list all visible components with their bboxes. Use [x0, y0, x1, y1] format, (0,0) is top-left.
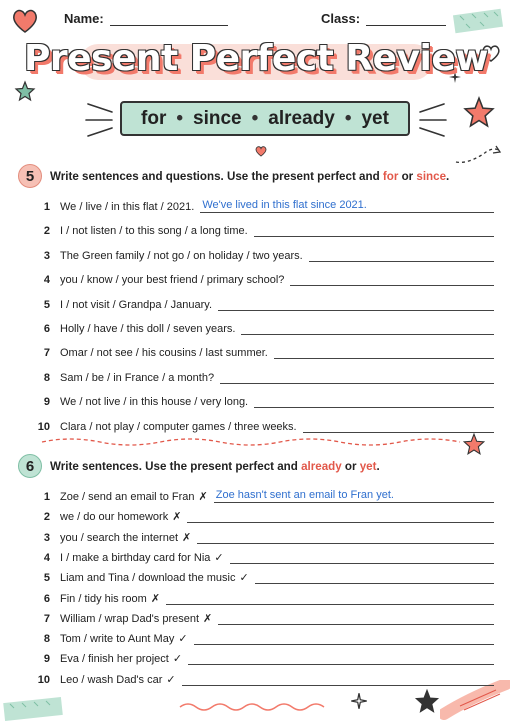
subtitle-banner — [120, 101, 410, 136]
keyword-highlight: already — [301, 459, 342, 473]
item-prompt: Clara / not play / computer games / three weeks. — [60, 420, 297, 433]
answer-line[interactable]: We've lived in this flat since 2021. — [200, 199, 494, 213]
dashed-arrow-icon — [452, 142, 502, 168]
keyword-highlight: since — [416, 169, 447, 183]
cross-icon: ✗ — [182, 531, 192, 544]
item-prompt: Tom / write to Aunt May — [60, 633, 175, 646]
name-field — [64, 11, 228, 26]
item-number: 9 — [43, 396, 50, 409]
item-number: 10 — [37, 673, 50, 686]
check-icon: ✓ — [239, 572, 249, 585]
exercise-row — [34, 503, 494, 523]
burst-lines-icon — [414, 96, 448, 142]
item-prompt: you / search the internet — [60, 531, 179, 544]
item-number: 3 — [43, 531, 50, 544]
answer-line[interactable] — [188, 651, 494, 665]
exercise-row — [34, 585, 494, 605]
washi-tape-icon — [452, 8, 504, 34]
item-prompt: Eva / finish her project — [60, 653, 169, 666]
item-number: 3 — [43, 249, 50, 262]
item-number: 1 — [43, 201, 50, 213]
exercise-row — [34, 605, 494, 625]
item-prompt: Omar / not see / his cousins / last summer. — [60, 347, 268, 360]
exercise-row — [34, 266, 494, 286]
exercise-row — [34, 413, 494, 433]
item-number: 2 — [43, 511, 50, 524]
name-line[interactable] — [110, 12, 228, 26]
instruction-text: or — [398, 169, 417, 183]
item-prompt: Holly / have / this doll / seven years. — [60, 323, 236, 335]
answer-line[interactable] — [241, 321, 494, 335]
burst-lines-icon — [84, 96, 118, 142]
answer-line[interactable] — [182, 672, 494, 686]
check-icon: ✓ — [172, 653, 183, 666]
item-prompt: you / know / your best friend / primary school? — [60, 274, 285, 287]
item-number: 10 — [37, 420, 50, 433]
check-icon: ✓ — [166, 673, 176, 686]
washi-tape-icon — [2, 694, 64, 722]
exercise-row — [34, 315, 494, 335]
section-6-heading — [18, 454, 380, 478]
answer-line[interactable] — [255, 570, 494, 584]
answer-line[interactable] — [254, 223, 494, 237]
check-icon: ✓ — [178, 633, 188, 646]
check-icon: ✓ — [214, 551, 224, 564]
item-prompt: William / wrap Dad's present — [60, 612, 200, 625]
answer-line[interactable] — [197, 530, 494, 544]
keyword-since: since — [193, 107, 242, 129]
item-prompt: Leo / wash Dad's car — [60, 673, 163, 686]
item-number: 2 — [43, 225, 50, 238]
page-title: Present Perfect Review — [23, 38, 489, 79]
sparkle-icon — [350, 692, 368, 710]
section-6-number-badge: 6 — [18, 454, 42, 478]
instruction-text: Write sentences. Use the present perfect and — [50, 459, 302, 473]
item-prompt: I / not visit / Grandpa / January. — [60, 298, 213, 311]
brush-stroke-icon — [440, 680, 510, 720]
item-prompt: I / not listen / to this song / a long time. — [60, 225, 248, 238]
keyword-highlight: yet — [359, 459, 377, 473]
item-number: 8 — [43, 371, 50, 384]
star-icon — [462, 95, 496, 129]
item-number: 6 — [43, 323, 50, 335]
exercise-row — [34, 364, 494, 384]
item-prompt: Sam / be / in France / a month? — [60, 371, 215, 384]
answer-line[interactable] — [254, 394, 494, 408]
answer-line[interactable] — [218, 611, 494, 625]
keyword-yet: yet — [361, 107, 389, 129]
cross-icon: ✗ — [203, 612, 213, 625]
exercise-row — [34, 242, 494, 262]
section-5-instruction — [50, 170, 449, 183]
item-number: 8 — [43, 633, 50, 646]
item-number: 4 — [43, 551, 50, 564]
item-prompt: we / do our homework — [60, 511, 169, 524]
item-number: 5 — [43, 572, 50, 585]
cross-icon: ✗ — [198, 491, 208, 503]
item-number: 1 — [43, 491, 50, 503]
instruction-text: . — [376, 459, 380, 473]
item-number: 6 — [43, 592, 50, 605]
heart-icon — [10, 6, 40, 36]
answer-line[interactable] — [274, 345, 494, 359]
exercise-row — [34, 564, 494, 584]
section-5-heading — [18, 164, 449, 188]
answer-line[interactable] — [218, 297, 494, 311]
item-prompt: We / not live / in this house / very long. — [60, 396, 249, 409]
name-label: Name: — [64, 11, 104, 26]
answer-line[interactable] — [303, 419, 494, 433]
item-prompt: Fin / tidy his room — [60, 592, 147, 605]
exercise-row — [34, 483, 494, 503]
answer-line[interactable] — [230, 550, 494, 564]
answer-line[interactable] — [220, 370, 494, 384]
star-icon — [462, 432, 486, 456]
cross-icon: ✗ — [150, 592, 161, 605]
answer-line[interactable] — [194, 631, 494, 645]
answer-line[interactable] — [166, 591, 494, 605]
exercise-row — [34, 645, 494, 665]
instruction-text: Write sentences and questions. Use the present perfect and — [50, 169, 383, 183]
wavy-line-icon — [178, 700, 338, 714]
heart-icon — [254, 144, 268, 158]
class-field — [321, 11, 446, 26]
separator-dot: • — [344, 107, 352, 129]
item-number: 7 — [43, 347, 50, 360]
exercise-row — [34, 217, 494, 237]
exercise-row — [34, 544, 494, 564]
exercise-row — [34, 666, 494, 686]
item-prompt: Liam and Tina / download the music — [60, 572, 236, 585]
answer-line[interactable] — [187, 509, 494, 523]
instruction-text: or — [341, 459, 360, 473]
instruction-text: . — [446, 169, 450, 183]
class-label: Class: — [321, 11, 361, 26]
answer-line[interactable] — [290, 272, 494, 286]
item-prompt: I / make a birthday card for Nia — [60, 551, 211, 564]
item-number: 9 — [43, 653, 50, 666]
cross-icon: ✗ — [172, 511, 182, 524]
item-number: 7 — [43, 612, 50, 625]
separator-dot: • — [176, 107, 184, 129]
exercise-row — [34, 339, 494, 359]
exercise-row — [34, 524, 494, 544]
keyword-already: already — [268, 107, 335, 129]
item-number: 5 — [43, 298, 50, 311]
section-5-number-badge: 5 — [18, 164, 42, 188]
class-line[interactable] — [366, 12, 446, 26]
exercise-row — [34, 193, 494, 213]
star-icon — [414, 688, 440, 714]
exercise-row — [34, 625, 494, 645]
answer-line[interactable] — [309, 248, 494, 262]
item-prompt: The Green family / not go / on holiday / two years. — [60, 249, 303, 262]
exercise-row — [34, 291, 494, 311]
dashed-divider — [40, 434, 470, 450]
item-prompt: We / live / in this flat / 2021. — [60, 201, 195, 213]
separator-dot: • — [251, 107, 259, 129]
star-icon — [14, 80, 36, 102]
item-prompt: Zoe / send an email to Fran — [60, 491, 195, 503]
keyword-for: for — [141, 107, 167, 129]
exercise-row — [34, 388, 494, 408]
section-6-instruction — [50, 460, 380, 473]
answer-line[interactable]: Zoe hasn't sent an email to Fran yet. — [214, 489, 494, 503]
keyword-highlight: for — [382, 169, 399, 183]
item-number: 4 — [43, 274, 50, 287]
